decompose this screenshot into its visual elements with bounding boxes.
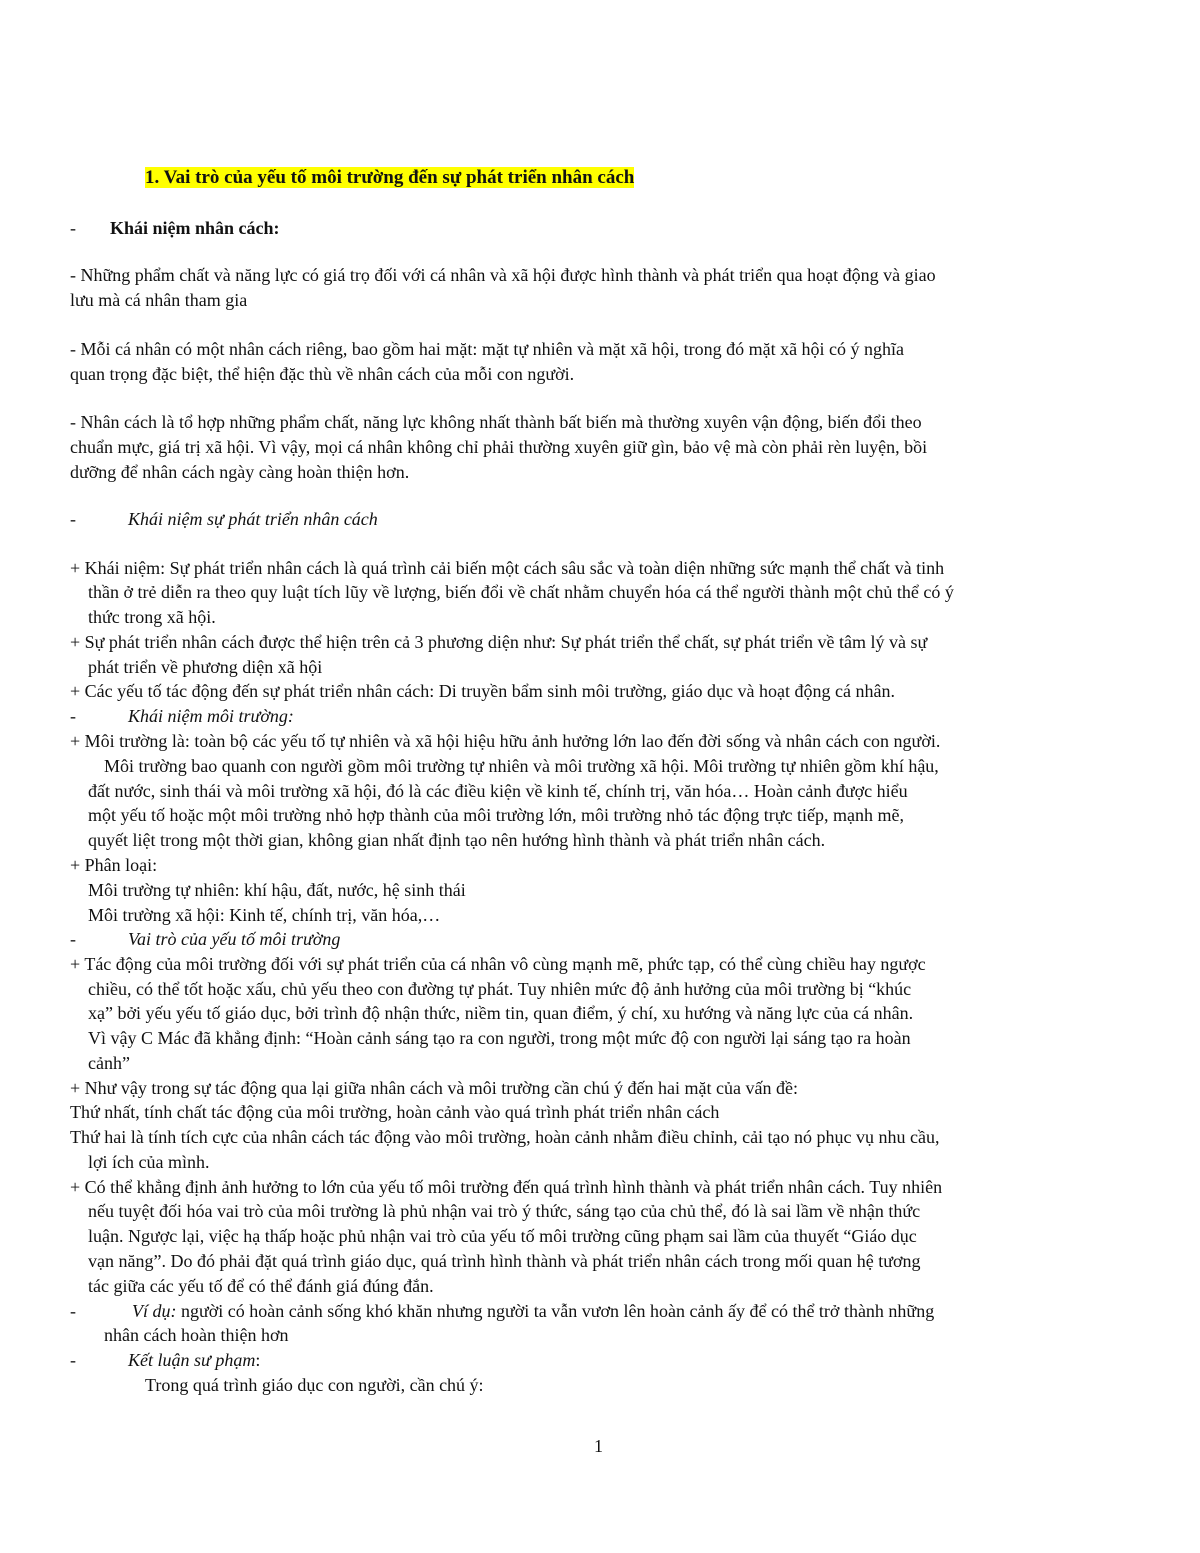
paragraph-line: lưu mà cá nhân tham gia [70, 290, 248, 310]
paragraph-line: + Các yếu tố tác động đến sự phát triển nhân cách: Di truyền bẩm sinh môi trường, giáo dục và hoạt động cá nhân. [70, 681, 895, 701]
paragraph-line: tác giữa các yếu tố để có thể đánh giá đúng đắn. [88, 1276, 434, 1296]
bullet-dash: - [70, 218, 76, 238]
paragraph-line: + Tác động của môi trường đối với sự phát triển của cá nhân vô cùng mạnh mẽ, phức tạp, có thể cùng chiều hay ngược [70, 954, 926, 974]
section-title-personality: Khái niệm nhân cách: [110, 218, 280, 238]
paragraph-line: luận. Ngược lại, việc hạ thấp hoặc phủ nhận vai trò của yếu tố môi trường cũng phạm sai lầm của thuyết “Giáo dục [88, 1226, 917, 1246]
paragraph-line: xạ” bởi yếu yếu tố giáo dục, bởi trình độ nhận thức, niềm tin, quan điểm, ý chí, xu hướng và năng lực của cá nhân. [88, 1003, 914, 1023]
paragraph-line: + Sự phát triển nhân cách được thể hiện trên cả 3 phương diện như: Sự phát triển thể chất, sự phát triển về tâm lý và sự [70, 632, 928, 652]
paragraph-line: thần ở trẻ diễn ra theo quy luật tích lũy về lượng, biến đổi về chất nhằm chuyển hóa cá thể người thành một chủ thể có ý [88, 582, 954, 602]
bullet-dash: - [70, 929, 76, 949]
paragraph-line: - Nhân cách là tổ hợp những phẩm chất, năng lực không nhất thành bất biến mà thường xuyên vận động, biến đổi theo [70, 412, 922, 432]
section-title-personality-development: Khái niệm sự phát triển nhân cách [128, 509, 378, 529]
bullet-dash: - [70, 509, 76, 529]
example-text: người có hoàn cảnh sống khó khăn nhưng người ta vẫn vươn lên hoàn cảnh ấy để có thể trở thành những [176, 1301, 935, 1321]
paragraph-line: đất nước, sinh thái và môi trường xã hội, đó là các điều kiện về kinh tế, chính trị, văn hóa… Hoàn cảnh được hiểu [88, 781, 908, 801]
paragraph-line: quyết liệt trong một thời gian, không gian nhất định tạo nên hướng hình thành và phát triển nhân cách. [88, 830, 826, 850]
example-line [132, 1299, 934, 1323]
conclusion-label: Kết luận sư phạm [128, 1350, 256, 1370]
paragraph-line: Thứ hai là tính tích cực của nhân cách tác động vào môi trường, hoàn cảnh nhằm điều chỉnh, cải tạo nó phục vụ nhu cầu, [70, 1127, 940, 1147]
paragraph-line: - Mỗi cá nhân có một nhân cách riêng, bao gồm hai mặt: mặt tự nhiên và mặt xã hội, trong đó mặt xã hội có ý nghĩa [70, 339, 905, 359]
paragraph-line: + Như vậy trong sự tác động qua lại giữa nhân cách và môi trường cần chú ý đến hai mặt của vấn đề: [70, 1078, 798, 1098]
conclusion-title [128, 1348, 260, 1372]
paragraph-line: cảnh” [88, 1053, 130, 1073]
paragraph-line: dưỡng để nhân cách ngày càng hoàn thiện hơn. [70, 462, 410, 482]
paragraph-line: Thứ nhất, tính chất tác động của môi trường, hoàn cảnh vào quá trình phát triển nhân cách [70, 1102, 720, 1122]
paragraph-line: Môi trường bao quanh con người gồm môi trường tự nhiên và môi trường xã hội. Môi trường tự nhiên gồm khí hậu, [104, 756, 939, 776]
conclusion-colon: : [255, 1350, 261, 1370]
paragraph-line: Môi trường xã hội: Kinh tế, chính trị, văn hóa,… [88, 905, 441, 925]
page-number: 1 [594, 1436, 603, 1456]
section-title-environment: Khái niệm môi trường: [128, 706, 294, 726]
paragraph-line: một yếu tố hoặc một môi trường nhỏ hợp thành của môi trường lớn, môi trường nhỏ tác động trực tiếp, mạnh mẽ, [88, 805, 904, 825]
paragraph-line: + Môi trường là: toàn bộ các yếu tố tự nhiên và xã hội hiệu hữu ảnh hưởng lớn lao đến đời sống và nhân cách con người. [70, 731, 941, 751]
paragraph-line: thức trong xã hội. [88, 607, 216, 627]
paragraph-line: nhân cách hoàn thiện hơn [104, 1325, 289, 1345]
paragraph-line: Trong quá trình giáo dục con người, cần chú ý: [145, 1375, 484, 1395]
paragraph-line: + Có thể khẳng định ảnh hưởng to lớn của yếu tố môi trường đến quá trình hình thành và phát triển nhân cách. Tuy nhiên [70, 1177, 943, 1197]
paragraph-line: + Phân loại: [70, 855, 158, 875]
paragraph-line: chiều, có thể tốt hoặc xấu, chủ yếu theo con đường tự phát. Tuy nhiên mức độ ảnh hưởng của môi trường bị “khúc [88, 979, 912, 999]
bullet-dash: - [70, 1301, 76, 1321]
section-title-environment-role: Vai trò của yếu tố môi trường [128, 929, 341, 949]
paragraph-line: vạn năng”. Do đó phải đặt quá trình giáo dục, quá trình hình thành và phát triển nhân cách trong mối quan hệ tương [88, 1251, 921, 1271]
paragraph-line: nếu tuyệt đối hóa vai trò của môi trường là phủ nhận vai trò ý thức, sáng tạo của chủ thể, đó là sai lầm về nhận thức [88, 1201, 921, 1221]
paragraph-line: quan trọng đặc biệt, thể hiện đặc thù về nhân cách của mỗi con người. [70, 364, 575, 384]
document-heading [145, 166, 634, 190]
example-label: Ví dụ: [132, 1301, 177, 1321]
bullet-dash: - [70, 706, 76, 726]
heading-highlight: 1. Vai trò của yếu tố môi trường đến sự phát triển nhân cách [145, 167, 635, 188]
paragraph-line: Vì vậy C Mác đã khẳng định: “Hoàn cảnh sáng tạo ra con người, trong một mức độ con người lại sáng tạo ra hoàn [88, 1028, 911, 1048]
bullet-dash: - [70, 1350, 76, 1370]
paragraph-line: - Những phẩm chất và năng lực có giá trọ đối với cá nhân và xã hội được hình thành và phát triển qua hoạt động và giao [70, 265, 936, 285]
paragraph-line: phát triển về phương diện xã hội [88, 657, 323, 677]
paragraph-line: chuẩn mực, giá trị xã hội. Vì vậy, mọi cá nhân không chỉ phải thường xuyên giữ gìn, bảo vệ mà còn phải rèn luyện, bồi [70, 437, 928, 457]
paragraph-line: lợi ích của mình. [88, 1152, 210, 1172]
paragraph-line: Môi trường tự nhiên: khí hậu, đất, nước, hệ sinh thái [88, 880, 466, 900]
paragraph-line: + Khái niệm: Sự phát triển nhân cách là quá trình cải biến một cách sâu sắc và toàn diện những sức mạnh thể chất và tinh [70, 558, 945, 578]
